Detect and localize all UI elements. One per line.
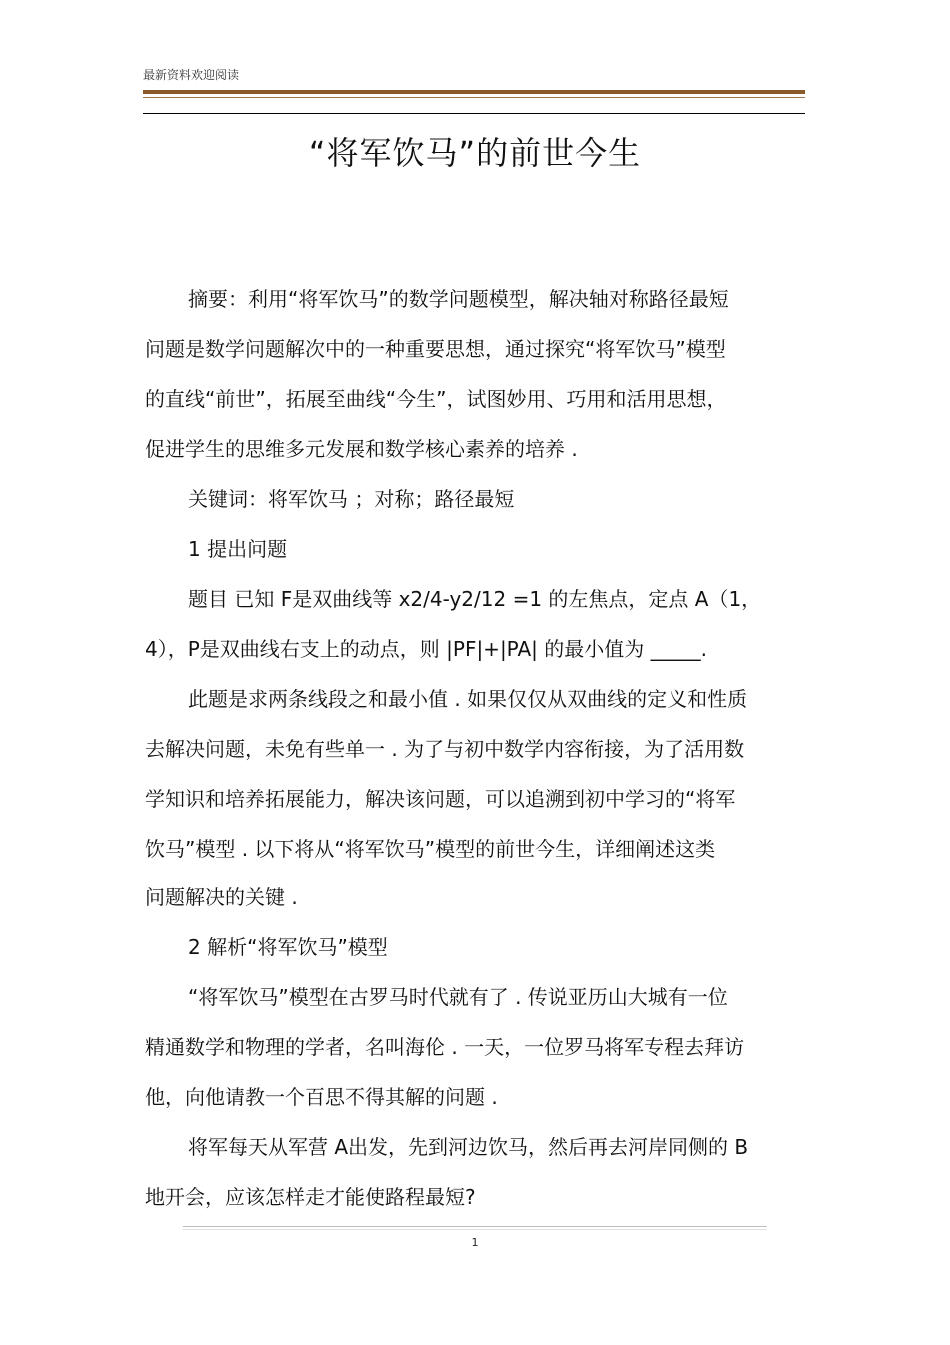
page-number: 1	[471, 1236, 479, 1249]
story-line-3: 他，向他请教一个百思不得其解的问题 .	[145, 1085, 498, 1109]
problem-line-1: 题目 已知 F是双曲线等 x2/4-y2/12 =1 的左焦点，定点 A（1，	[188, 587, 762, 611]
paragraph-line-2: 去解决问题，未免有些单一 . 为了与初中数学内容衔接，为了活用数	[145, 737, 745, 761]
paragraph-line-1: 此题是求两条线段之和最小值 . 如果仅仅从双曲线的定义和性质	[188, 687, 748, 711]
paragraph-line-4: 饮马”模型 . 以下将从“将军饮马”模型的前世今生，详细阐述这类	[145, 837, 716, 861]
section-heading-2: 2 解析“将军饮马”模型	[188, 935, 388, 959]
section-heading-1: 1 提出问题	[188, 537, 288, 561]
abstract-line-2: 问题是数学问题解次中的一种重要思想，通过探究“将军饮马”模型	[145, 337, 726, 361]
question-line-2: 地开会，应该怎样走才能使路程最短?	[145, 1185, 476, 1209]
header-rule-black	[143, 113, 805, 114]
question-line-1: 将军每天从军营 A出发，先到河边饮马，然后再去河岸同侧的 B	[188, 1135, 749, 1159]
header-rule-thin	[143, 97, 805, 98]
abstract-line-1: 摘要：利用“将军饮马”的数学问题模型，解决轴对称路径最短	[188, 287, 729, 311]
header-rule-thick	[143, 90, 805, 94]
abstract-line-4: 促进学生的思维多元发展和数学核心素养的培养 .	[145, 437, 578, 461]
paragraph-line-3: 学知识和培养拓展能力，解决该问题，可以追溯到初中学习的“将军	[145, 787, 736, 811]
keywords-line: 关键词：将军饮马 ；对称；路径最短	[188, 487, 515, 511]
document-title: “将军饮马”的前世今生	[308, 134, 642, 172]
abstract-line-3: 的直线“前世”，拓展至曲线“今生”，试图妙用、巧用和活用思想，	[145, 387, 727, 411]
paragraph-line-5: 问题解决的关键 .	[145, 885, 298, 909]
footer-rule-light	[183, 1229, 767, 1230]
story-line-1: “将军饮马”模型在古罗马时代就有了 . 传说亚历山大城有一位	[188, 985, 728, 1009]
problem-line-2: 4），P是双曲线右支上的动点，则 |PF|+|PA| 的最小值为 _____.	[145, 637, 707, 661]
running-header: 最新资料欢迎阅读	[143, 68, 240, 82]
story-line-2: 精通数学和物理的学者，名叫海伦 . 一天，一位罗马将军专程去拜访	[145, 1035, 745, 1059]
footer-rule	[183, 1226, 767, 1227]
